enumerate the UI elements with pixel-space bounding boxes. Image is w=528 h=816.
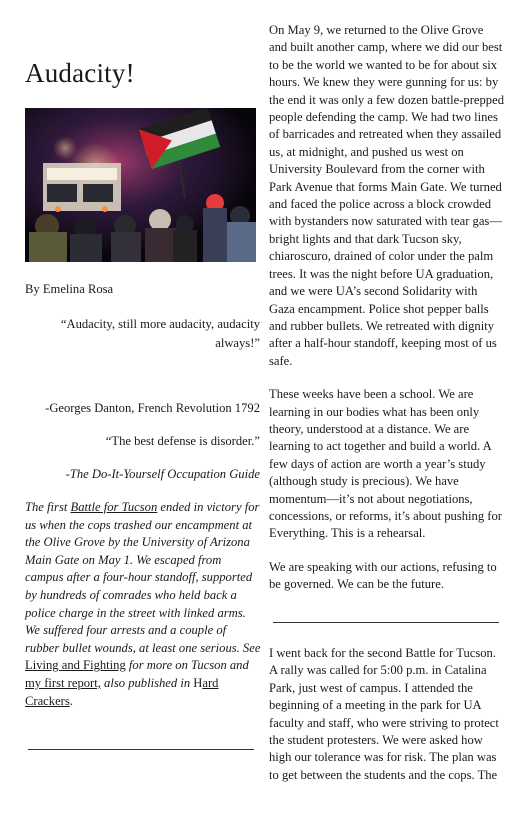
epigraph-quote-1: “Audacity, still more audacity, audacity always!” <box>60 317 260 350</box>
first-report-link[interactable]: my first report, <box>25 675 101 690</box>
body-paragraph: On May 9, we returned to the Olive Grove and built another camp, where we did our best to be the world we wanted to be for about six hours. We knew they were gunning for us: by the end it was only a few dozen battle-prepped people defending the camp. We had two lines of barricades and retreated when they assailed us, at midnight, and pushed us west on University Boulevard from the corner with Park Avenue that forms Main Gate. We turned and faced the police across a block crowded with bystanders now saturated with tear gas—bright lights and that dark Tucson sky, chiaroscuro, drained of color under the palm trees. It was the night before UA graduation, and we were UA’s second Solidarity with Gaza encampment. Police shot pepper balls and rubber bullets. We retreated with dignity after a half-hour standoff, keeping most of us safe. <box>269 23 504 368</box>
intro-text: . <box>69 693 73 708</box>
living-and-fighting-link[interactable]: Living and Fighting <box>25 658 126 673</box>
right-column <box>269 22 504 610</box>
protest-photo <box>25 108 256 262</box>
intro-text: for more on Tucson and <box>125 658 249 673</box>
body-paragraph: We are speaking with our actions, refusing to be governed. We can be the future. <box>269 559 497 592</box>
epigraph-quote-2: “The best defense is disorder.” <box>105 434 260 448</box>
epigraph-attribution-2: -The Do-It-Yourself Occupation Guide <box>65 467 260 481</box>
intro-text: The first <box>25 500 71 514</box>
body-paragraph: I went back for the second Battle for Tucson. A rally was called for 5:00 p.m. in Catalina Park, just west of campus. I attended the beginning of a meeting in the park for UA faculty and staff, who were striving to protect the student protesters. We were asked how high our tolerance was for risk. The plan was to get between the students and the cops. The <box>269 646 499 782</box>
intro-text: also published in <box>100 675 194 690</box>
protest-photo-illustration <box>25 108 256 262</box>
section-divider <box>28 749 254 750</box>
hard-crackers-prefix: H <box>193 675 203 690</box>
section-divider <box>273 622 499 623</box>
intro-text: ended in victory for us when the cops trashed our encampment at the Olive Grove by the University of Arizona Main Gate on May 1. We escaped from campus after a four-hour standoff, supported by hundreds of comrades who held back a police charge in the street with linked arms. We suffered four arrests and a couple of rubber bullet wounds, at least one serious. See <box>25 500 261 655</box>
article-title: Audacity! <box>25 58 135 88</box>
intro-paragraph <box>25 499 262 710</box>
battle-for-tucson-link[interactable]: Battle for Tucson <box>70 500 158 514</box>
hard-crackers-link[interactable]: ard Crackers <box>25 675 219 708</box>
byline: By Emelina Rosa <box>25 282 114 296</box>
body-paragraph: These weeks have been a school. We are learning in our bodies what has been only theory, understood at a distance. We are learning to act together and build a world. A few days of action are worth a year’s study (although study is precious). We have momentum—it’s not about negotiations, concessions, or reforms, it’s about pushing for Everything. This is a rehearsal. <box>269 387 502 541</box>
epigraph-attribution-1: -Georges Danton, French Revolution 1792 <box>45 401 260 415</box>
